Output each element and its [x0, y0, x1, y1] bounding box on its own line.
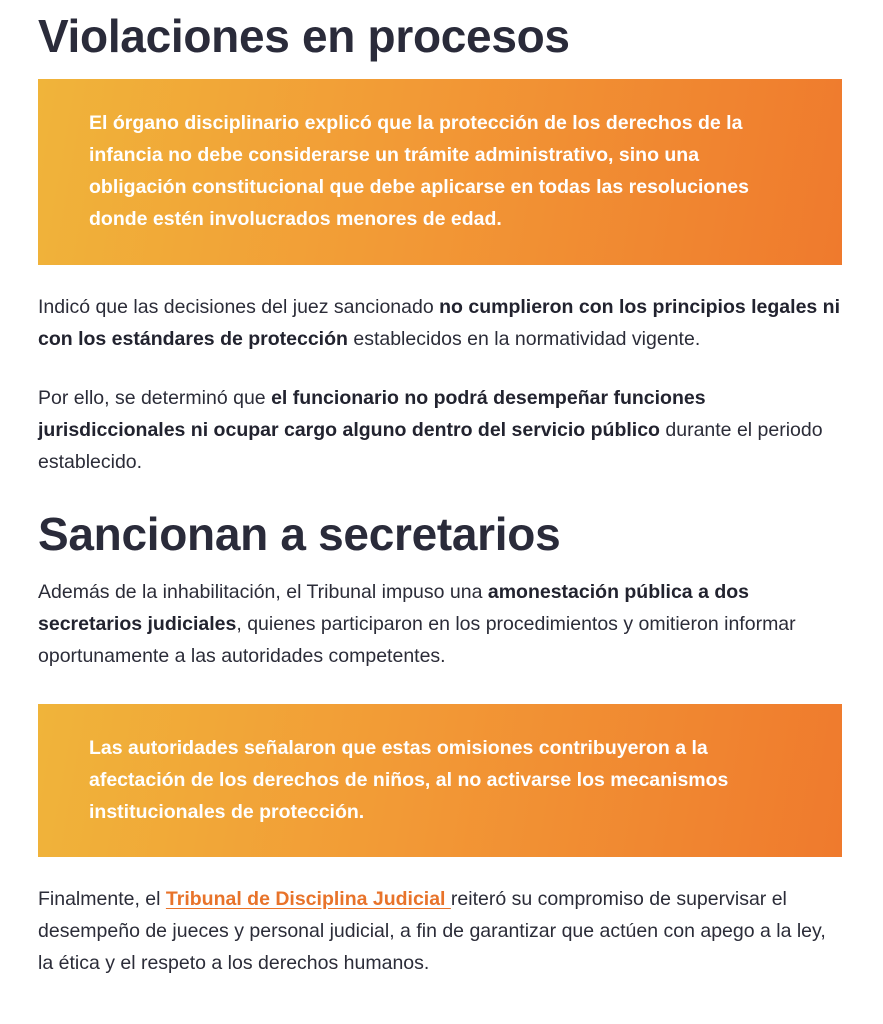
paragraph-text: durante el periodo establecido. [38, 419, 823, 473]
section-heading-sancionan: Sancionan a secretarios [38, 508, 561, 560]
paragraph-text: Por ello, se determinó que [38, 387, 272, 409]
paragraph-bold-text: no cumplieron con los principios legales ni con los estándares de protección [38, 296, 841, 350]
tribunal-disciplina-link[interactable]: Tribunal de Disciplina Judicial [165, 888, 451, 910]
paragraph-finalmente [38, 883, 842, 979]
paragraph-text: establecidos en la normatividad vigente. [347, 328, 701, 350]
paragraph-text: Finalmente, el [38, 888, 166, 910]
paragraph-funcionario [38, 382, 842, 478]
paragraph-text: Además de la inhabilitación, el Tribunal impuso una [38, 581, 488, 603]
paragraph-text: reiteró su compromiso de supervisar el desempeño de jueces y personal judicial, a fin de garantizar que actúen con apego a la ley, la ética y el respeto a los derechos humanos. [38, 888, 826, 974]
paragraph-decisiones [38, 291, 842, 355]
paragraph-amonestacion [38, 576, 842, 672]
paragraph-bold-text: amonestación pública a dos secretarios judiciales [38, 581, 750, 635]
callout-text: Las autoridades señalaron que estas omisiones contribuyeron a la afectación de los derechos de niños, al no activarse los mecanismos institucionales de protección. [89, 737, 729, 823]
highlight-callout-infancia [38, 79, 842, 265]
callout-text: El órgano disciplinario explicó que la protección de los derechos de la infancia no debe considerarse un trámite administrativo, sino una obligación constitucional que debe aplicarse en todas las resoluciones donde estén involucrados menores de edad. [89, 112, 749, 230]
paragraph-text: Indicó que las decisiones del juez sancionado [38, 296, 440, 318]
paragraph-bold-text: el funcionario no podrá desempeñar funciones jurisdiccionales ni ocupar cargo alguno dentro del servicio público [38, 387, 706, 441]
paragraph-text: , quienes participaron en los procedimientos y omitieron informar oportunamente a las autoridades competentes. [38, 613, 796, 667]
section-heading-violaciones: Violaciones en procesos [38, 10, 570, 62]
highlight-callout-omisiones [38, 704, 842, 857]
